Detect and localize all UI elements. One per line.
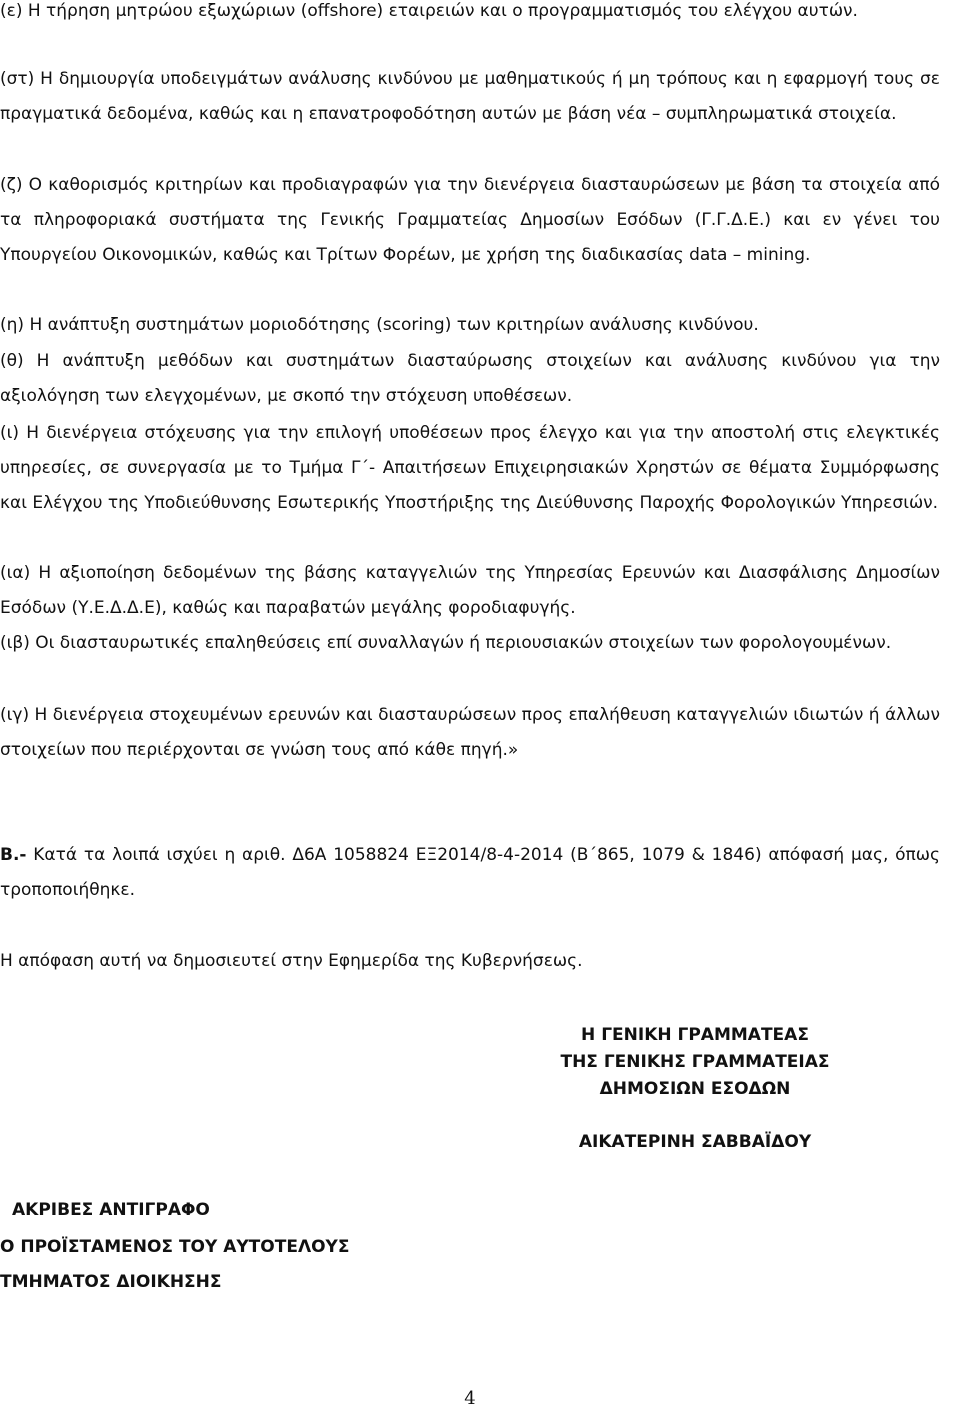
signature-title-line1: Η ΓΕΝΙΚΗ ΓΡΑΜΜΑΤΕΑΣ [581, 1025, 809, 1045]
signatory-name: ΑΙΚΑΤΕΡΙΝΗ ΣΑΒΒΑΪΔΟΥ [578, 1132, 812, 1152]
page-number: 4 [464, 1388, 476, 1409]
item-ig: (ιγ) Η διενέργεια στοχευμένων ερευνών και διασταυρώσεων προς επαλήθευση καταγγελιών ιδιωτών ή άλλων στοιχείων που περιέρχονται σε γνώση τους από κάθε πηγή.» [0, 705, 940, 760]
section-b [0, 838, 940, 908]
item-st: (στ) Η δημιουργία υποδειγμάτων ανάλυσης κινδύνου με μαθηματικούς ή μη τρόπους και η εφαρμογή τους σε πραγματικά δεδομένα, καθώς και η επανατροφοδότηση αυτών με βάση νέα – συμπληρωματικά στοιχεία. [0, 69, 940, 124]
publication-order: Η απόφαση αυτή να δημοσιευτεί στην Εφημερίδα της Κυβερνήσεως. [0, 951, 583, 971]
department-head-title: Ο ΠΡΟΪΣΤΑΜΕΝΟΣ ΤΟΥ ΑΥΤΟΤΕΛΟΥΣ [0, 1237, 350, 1257]
section-b-label: Β.- [0, 845, 27, 865]
department-name: ΤΜΗΜΑΤΟΣ ΔΙΟΙΚΗΣΗΣ [0, 1272, 222, 1292]
item-iota: (ι) Η διενέργεια στόχευσης για την επιλογή υποθέσεων προς έλεγχο και για την αποστολή στις ελεγκτικές υπηρεσίες, σε συνεργασία με το Τμήμα Γ΄- Απαιτήσεων Επιχειρησιακών Χρηστών σε θέματα Συμμόρφωσης και Ελέγχου της Υποδιεύθυνσης Εσωτερικής Υποστήριξης της Διεύθυνσης Παροχής Φορολογικών Υπηρεσιών. [0, 423, 940, 513]
item-ib: (ιβ) Οι διασταυρωτικές επαληθεύσεις επί συναλλαγών ή περιουσιακών στοιχείων των φορολογουμένων. [0, 633, 892, 653]
section-b-text: Κατά τα λοιπά ισχύει η αριθ. Δ6Α 1058824 ΕΞ2014/8-4-2014 (Β΄865, 1079 & 1846) απόφασή μας, όπως τροποποιήθηκε. [0, 845, 941, 900]
true-copy-label: ΑΚΡΙΒΕΣ ΑΝΤΙΓΡΑΦΟ [12, 1200, 210, 1220]
item-i: (η) Η ανάπτυξη συστημάτων μοριοδότησης (scoring) των κριτηρίων ανάλυσης κινδύνου. [0, 315, 759, 335]
item-ia: (ια) Η αξιοποίηση δεδομένων της βάσης καταγγελιών της Υπηρεσίας Ερευνών και Διασφάλισης Δημοσίων Εσόδων (Υ.Ε.Δ.Δ.Ε), καθώς και παραβατών μεγάλης φοροδιαφυγής. [0, 563, 940, 618]
signature-title-line3: ΔΗΜΟΣΙΩΝ ΕΣΟΔΩΝ [599, 1079, 791, 1099]
item-e: (ε) Η τήρηση μητρώου εξωχώριων (offshore) εταιρειών και ο προγραμματισμός του ελέγχου αυτών. [0, 1, 858, 21]
signature-title-line2: ΤΗΣ ΓΕΝΙΚΗΣ ΓΡΑΜΜΑΤΕΙΑΣ [560, 1052, 830, 1072]
item-th: (θ) Η ανάπτυξη μεθόδων και συστημάτων διασταύρωσης στοιχείων και ανάλυσης κινδύνου για την αξιολόγηση των ελεγχομένων, με σκοπό την στόχευση υποθέσεων. [0, 351, 940, 406]
item-z: (ζ) Ο καθορισμός κριτηρίων και προδιαγραφών για την διενέργεια διασταυρώσεων με βάση τα στοιχεία από τα πληροφοριακά συστήματα της Γενικής Γραμματείας Δημοσίων Εσόδων (Γ.Γ.Δ.Ε.) και εν γένει του Υπουργείου Οικονομικών, καθώς και Τρίτων Φορέων, με χρήση της διαδικασίας data – mining. [0, 175, 940, 265]
